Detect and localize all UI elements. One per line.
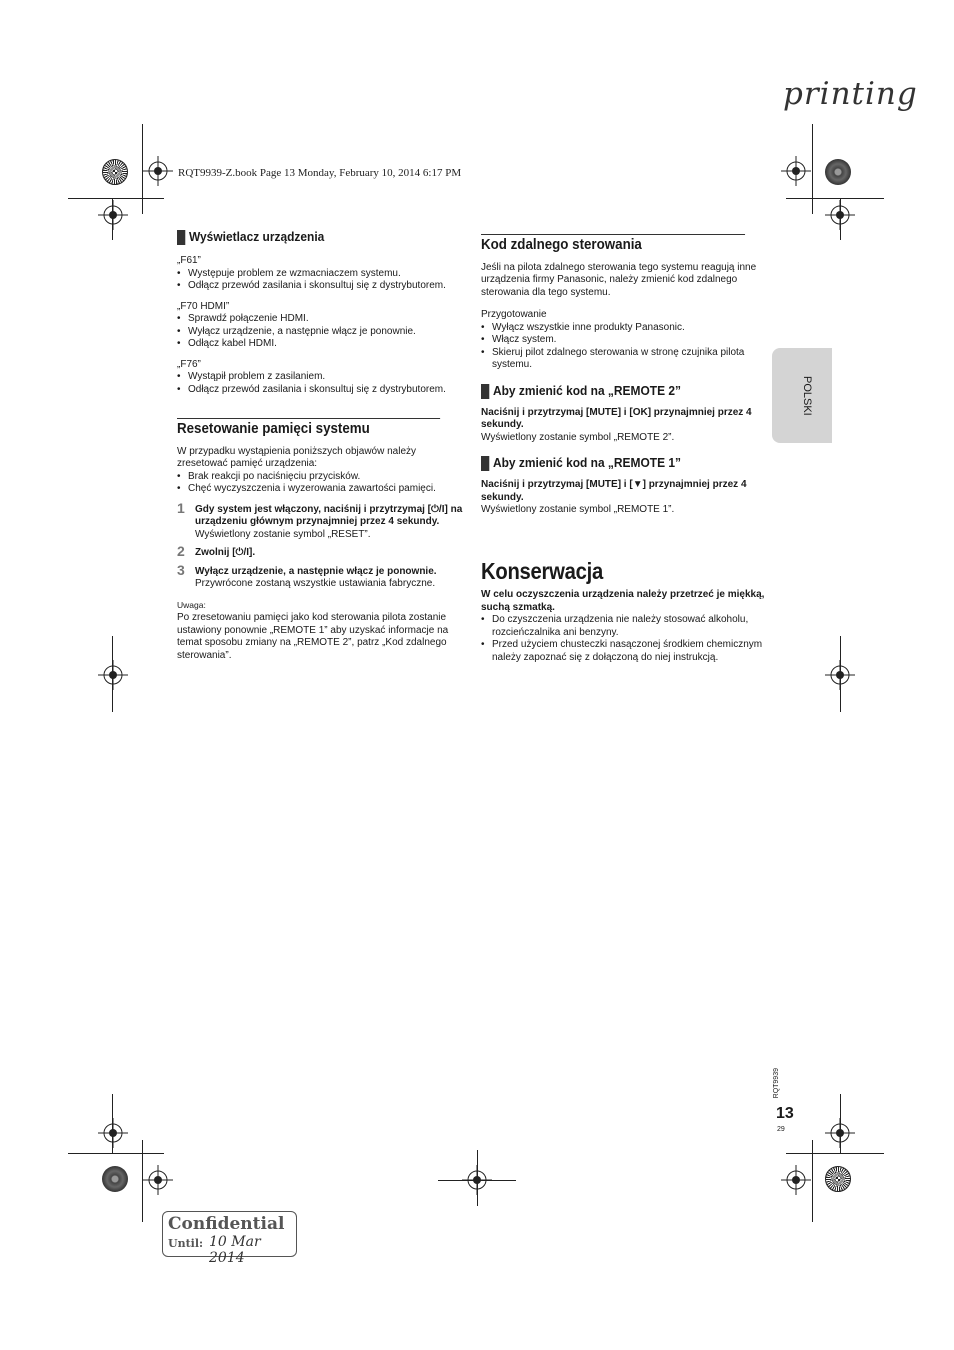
reset-list [177, 471, 463, 496]
remote1-heading-text: Aby zmienić kod na „REMOTE 1” [492, 455, 682, 471]
step-instruction: Wyłącz urządzenie, a następnie włącz je ponownie. [195, 565, 437, 577]
heading-bar [177, 230, 185, 245]
display-heading-text: Wyświetlacz urządzenia [188, 229, 325, 245]
confidential-stamp [162, 1211, 297, 1266]
list-item: • Wyłącz urządzenie, a następnie włącz je ponownie. [188, 326, 463, 339]
registration-mark-icon [143, 1165, 173, 1195]
sub-page-number: 29 [777, 1126, 785, 1133]
registration-mark-icon [98, 660, 128, 690]
crop-line [812, 124, 813, 214]
step-instruction: Gdy system jest włączony, naciśnij i przytrzymaj [⏻/I] na urządzeniu głównym przynajmniej przez 4 sekundy. [195, 503, 463, 527]
note-label: Uwaga: [177, 599, 206, 610]
registration-mark-icon [825, 200, 855, 230]
list-item: • Odłącz przewód zasilania i skonsultuj się z dystrybutorem. [188, 384, 463, 397]
until-date: 10 Mar 2014 [209, 1234, 261, 1266]
registration-mark-icon [98, 200, 128, 230]
f61-list [177, 268, 463, 293]
f70-list [177, 313, 463, 351]
crop-line [68, 198, 164, 199]
color-target-icon [825, 1166, 851, 1192]
page-number: 13 [776, 1105, 794, 1122]
registration-mark-icon [781, 156, 811, 186]
step-number: 2 [177, 543, 185, 559]
crop-line [477, 1150, 478, 1206]
f76-list [177, 371, 463, 396]
step-instruction: Zwolnij [⏻/I]. [195, 547, 256, 558]
reset-intro: W przypadku wystąpienia poniższych objawów należy zresetować pamięć urządzenia: [177, 445, 417, 469]
remote1-heading [481, 456, 745, 471]
list-item: • Odłącz przewód zasilania i skonsultuj się z dystrybutorem. [188, 280, 463, 293]
reset-step-3 [177, 561, 463, 591]
list-item: • Przed użyciem chusteczki nasączonej środkiem chemicznym należy zapoznać się z dołączoną do niej instrukcją. [492, 639, 768, 664]
remote-heading: Kod zdalnego sterowania [481, 234, 745, 252]
registration-mark-icon [825, 660, 855, 690]
registration-mark-icon [98, 1118, 128, 1148]
list-item: • Sprawdź połączenie HDMI. [188, 313, 463, 326]
step-result: Wyświetlony zostanie symbol „RESET”. [195, 528, 371, 540]
crop-line [786, 198, 884, 199]
crop-line [786, 1153, 884, 1154]
list-item: • Do czyszczenia urządzenia nie należy stosować alkoholu, rozcieńczalnika ani benzyny. [492, 614, 768, 639]
step-result: Przywrócone zostaną wszystkie ustawiania fabryczne. [195, 578, 436, 589]
prep-list [481, 322, 768, 372]
remote1-instruction: Naciśnij i przytrzymaj [MUTE] i [▼] przynajmniej przez 4 sekundy. [481, 479, 747, 503]
remote2-heading [481, 384, 745, 399]
registration-mark-icon [781, 1165, 811, 1195]
maintenance-heading: Konserwacja [481, 557, 603, 584]
crop-line [68, 1153, 164, 1154]
language-tab-label: POLSKI [801, 376, 813, 416]
note-text: Po zresetowaniu pamięci jako kod sterowania pilota zostanie ustawiony ponownie „REMOTE 1” aby uzyskać informacje na temat sposobu zmiany na „REMOTE 2”, patrz „Kod zdalnego sterowania”. [177, 612, 449, 661]
maintenance-list [481, 614, 768, 664]
prep-label: Przygotowanie [481, 309, 547, 320]
registration-mark-icon [143, 156, 173, 186]
book-line: RQT9939-Z.book Page 13 Monday, February 10, 2014 6:17 PM [178, 167, 462, 179]
remote-intro: Jeśli na pilota zdalnego sterowania tego systemu reagują inne urządzenia firmy Panasonic, należy zmienić kod zdalnego sterowania dla tego systemu. [481, 261, 757, 298]
f76-label: „F76” [177, 358, 201, 370]
f61-label: „F61” [177, 255, 201, 266]
list-item: • Włącz system. [492, 334, 768, 347]
printing-mark: printing [783, 76, 918, 112]
color-target-icon [102, 159, 128, 185]
list-item: • Brak reakcji po naciśnięciu przycisków. [188, 471, 463, 484]
remote2-instruction: Naciśnij i przytrzymaj [MUTE] i [OK] przynajmniej przez 4 sekundy. [481, 406, 752, 430]
remote1-result: Wyświetlony zostanie symbol „REMOTE 1”. [481, 504, 675, 515]
step-number: 3 [177, 561, 185, 578]
crop-line [812, 1140, 813, 1222]
remote2-result: Wyświetlony zostanie symbol „REMOTE 2”. [481, 431, 675, 443]
registration-mark-icon [825, 1118, 855, 1148]
until-label: Until: [168, 1237, 204, 1250]
confidential-text: Confidential [168, 1214, 285, 1234]
list-item: • Występuje problem ze wzmacniaczem systemu. [188, 268, 463, 281]
step-number: 1 [177, 499, 185, 516]
reset-step-2 [177, 543, 463, 560]
reset-heading: Resetowanie pamięci systemu [177, 418, 440, 436]
heading-bar [481, 456, 489, 471]
list-item: • Chęć wyczyszczenia i wyzerowania zawartości pamięci. [188, 483, 463, 496]
list-item: • Wyłącz wszystkie inne produkty Panasonic. [492, 322, 768, 335]
list-item: • Wystąpił problem z zasilaniem. [188, 371, 463, 384]
right-column [481, 234, 768, 672]
doc-code: RQT9939 [773, 1068, 780, 1099]
display-heading [177, 230, 440, 245]
f70-label: „F70 HDMI” [177, 300, 230, 312]
list-item: • Odłącz kabel HDMI. [188, 338, 463, 351]
remote2-heading-text: Aby zmienić kod na „REMOTE 2” [492, 382, 682, 398]
color-target-icon [102, 1166, 128, 1192]
color-target-icon [825, 159, 851, 185]
list-item: • Skieruj pilot zdalnego sterowania w stronę czujnika pilota systemu. [492, 347, 768, 372]
heading-bar [481, 384, 489, 399]
maintenance-intro: W celu oczyszczenia urządzenia należy przetrzeć je miękką, suchą szmatką. [481, 589, 765, 613]
left-column [177, 230, 463, 668]
reset-step-1 [177, 499, 463, 542]
